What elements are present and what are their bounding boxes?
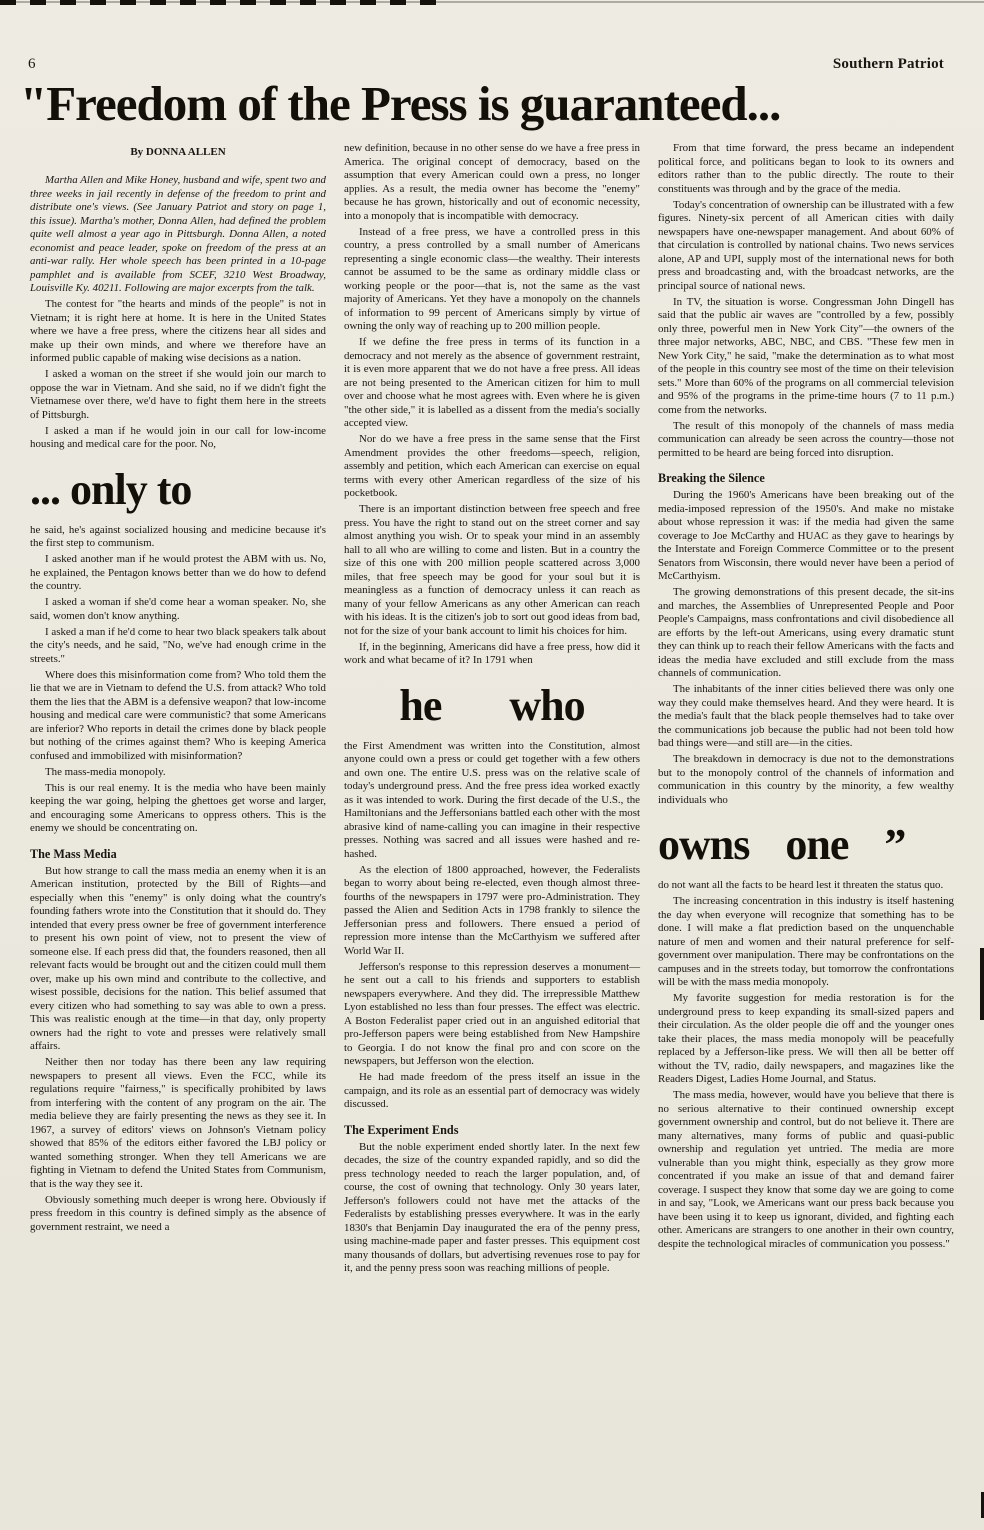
column-1: [30, 142, 326, 1278]
paragraph: As the election of 1800 approached, however, the Federalists began to worry about being re-elected, even though almost three-fourths of the newspapers in 1797 were pro-Administration. They passed the Alien and Sedition Acts in 1798 frankly to silence the Jeffersonian press and followers. There ensued a period of repression more intense than the McCarthyism we suffered after World War II.: [344, 863, 640, 957]
subhead-the-experiment-ends: The Experiment Ends: [344, 1122, 459, 1137]
paragraph: I asked another man if he would protest the ABM with us. No, he explained, the Pentagon knows better than we do how to defend the country.: [30, 553, 326, 592]
paragraph: In TV, the situation is worse. Congressman John Dingell has said that the public air waves are "controlled by a few, possibly only three, powerful men in New York City"—the owners of the three major networks, ABC, NBC, and CBS. "These few men in New York City," he said, "make the determination as to what most of the people in this country see most of the time on their television sets." More than 60% of the programs on all commercial television and 95% of the programs in the prime-time hours (7 to 11 p.m.) come from the networks.: [658, 295, 954, 416]
paragraph: do not want all the facts to be heard lest it threaten the status quo.: [658, 879, 944, 891]
editor-intro-note: Martha Allen and Mike Honey, husband and wife, spent two and three weeks in jail recently in defense of the freedom to print and distribute one's views. (See January Patriot and story on page 1, this issue). Martha's mother, Donna Allen, had defined the problem quite well almost a year ago in Pittsburgh. Donna Allen, a noted economist and peace leader, spoke on freedom of the press at an anti-war rally. Her whole speech has been printed in a 10-page pamphlet and is available from SCEF, 3210 West Broadway, Louisville Ky. 40211. Following are major excerpts from the talk.: [30, 174, 326, 294]
paragraph: I asked a man if he'd come to hear two black speakers talk about the city's needs, and he said, "No, we've had enough crime in the streets.": [30, 625, 326, 665]
paragraph: This is our real enemy. It is the media who have been mainly keeping the war going, helping the ghettoes get worse and larger, and encouraging some Americans to oppress others. This is the enemy we should be concentrating on.: [30, 781, 326, 834]
pull-quote-only-to: ... only to: [30, 464, 192, 514]
paragraph: Where does this misinformation come from? Who told them the lie that we are in Vietnam to defend the U.S. from attack? Who told them the lies that the ABM is a defensive weapon? that low-income housing and medical care were communistic? that some Americans are inferior? Who reports in detail the crimes done by black people but nothing of the crimes against them? Who is keeping America confused and immobilized with misinformation?: [30, 668, 326, 762]
paragraph: He had made freedom of the press itself an issue in the campaign, and its role as an essential part of democracy was widely discussed.: [344, 1071, 640, 1110]
paragraph: The growing demonstrations of this present decade, the sit-ins and marches, the Assemblies of Unrepresented People and Poor People's Campaigns, mass confrontations and civil disobedience all are efforts by the left-out Americans, using every dramatic stunt they can think up to reach their fellow Americans with the facts and ideas the media have excluded and still exclude from the mass channels of communication.: [658, 586, 954, 679]
paragraph: Obviously something much deeper is wrong here. Obviously if press freedom in this country is defined simply as the absence of government restraint, we need a: [30, 1193, 326, 1233]
paragraph: My favorite suggestion for media restoration is for the underground press to keep expanding its small-sized papers and their circulation. As the older people die off and the younger ones take their places, the mass media monopoly will be peacefully replaced by a Jefferson-like press. We will then all be better off without the TV, radio, daily newspapers, and magazines like the Readers Digest, Ladies Home Journal, and Status.: [658, 992, 954, 1085]
paragraph: I asked a man if he would join in our call for low-income housing and medical care for the poor. No,: [30, 424, 326, 450]
masthead: Southern Patriot: [832, 56, 944, 72]
paragraph: If we define the free press in terms of its function in a democracy and not merely as the absence of government restraint, it is even more apparent that we do not have a free press. All ideas are not being presented to the American citizen for him to mull over and choose what he most agrees with. Even where he is given "the other side," it is labelled as a dissent from the media's socially accepted view.: [344, 336, 640, 429]
headline: "Freedom of the Press is guaranteed...: [20, 76, 781, 131]
paragraph: But how strange to call the mass media an enemy when it is an American institution, protected by the Bill of Rights—and especially when this "enemy" is only doing what the country's founding fathers wrote into the Constitution that it should do. They intended that every press owner be free of government interference to present his own point of view, not to present the view of someone else. If each press did that, the founders reasoned, then all relevant facts would be brought out and the citizen could mull them over, make up his own mind and contribute to the collective, and wisest possible, decisions for the nation. This belief assumed that every citizen who had something to say was able to own a press. This was realistic enough at the time—in that day, only property owners had the right to vote and presses were relatively small affairs.: [30, 864, 326, 1052]
subhead-breaking-the-silence: Breaking the Silence: [658, 471, 765, 485]
paragraph: The mass media, however, would have you believe that there is no serious alternative to their continued ownership except government ownership and control, but do not believe it. There are many alternatives, many forms of public and quasi-public ownership and regulation yet untried. The media are more vulnerable than you might think, especially as they grow more concentrated if you make an issue of that and demand fairer coverage. I suspect they know that some day we are going to come in and say, "Look, we Americans want our press back because you have been using it to keep us ignorant, divided, and fighting each other. Americans are strangers to one another in their own country, despite the technological miracles of communication you possess.": [658, 1089, 954, 1250]
pull-quote-he-who: he who: [399, 680, 585, 730]
paragraph: the First Amendment was written into the Constitution, almost anyone could own a press or could get together with a few others and own one. The entire U.S. press was on the relative scale of today's underground press. And the free press idea worked exactly as it was intended to work. During the first decade of the U.S., the Hamiltonians and the Jeffersonians battled each other with the most abrasive kind of name-calling you can imagine in their respective presses. Nothing was sacred and all issues were hashed and re-hashed.: [344, 739, 640, 860]
paragraph: The inhabitants of the inner cities believed there was only one way they could make themselves heard. And they were heard. It is the media's fault that the black people themselves had to take over the communications job because the public had not been told how bad things were—and still are—in the cities.: [658, 683, 954, 749]
article-columns: [0, 142, 984, 1278]
paragraph: The increasing concentration in this industry is itself hastening the day when everyone will recognize that something has to be done. I will make a flat prediction based on the unquenchable nature of men and women and their natural preference for self-government over manipulation. There may be confrontations on the campuses and in the streets today, but tomorrow the confrontations will be with the mass media monopoly.: [658, 895, 954, 988]
paragraph: During the 1960's Americans have been breaking out of the media-imposed repression of the 1950's. And make no mistake about whose repression it was: if the media had given the same coverage to Joe McCarthy and HUAC as they gave to hearings by the Interstate and Foreign Commerce Committee or to the present Senators from Wisconsin, there would never have been a period of McCarthyism.: [658, 489, 954, 582]
paragraph: If, in the beginning, Americans did have a free press, how did it work and what became of it? In 1791 when: [344, 640, 640, 666]
paragraph: But the noble experiment ended shortly later. In the next few decades, the size of the country expanded rapidly, and so did the press technology needed to reach the larger population, and, of course, the cost of owning that technology. Only 30 years later, Jefferson's followers could not have met the attacks of the Federalists by establishing presses everywhere. It was in the early 1830's that Benjamin Day inaugurated the era of the penny press, using machine-made paper and faster presses. This equipment cost many thousands of dollars, but advertising revenues rose to pay for it, and the penny press soon was reaching millions of people.: [344, 1140, 640, 1274]
paragraph: From that time forward, the press became an independent political force, and politicans began to look to its owners and editors rather than to the public directly. The route to their constituents was through and by the grace of the media.: [658, 142, 954, 195]
paragraph: The breakdown in democracy is due not to the demonstrations but to the monopoly control of the channels of information and communication in this country by the minority, a few wealthy individuals who: [658, 753, 954, 806]
paragraph: Instead of a free press, we have a controlled press in this country, a press controlled by a small number of Americans representing a single economic class—the wealthy. Their interests cannot be assumed to be the same as ordinary middle class or working people or the poor—that is, not the same as the vast majority of Americans. Yet they have a monopoly on the channels of information to 99 percent of Americans simply by virtue of owning the only way of reaching up to 200 million people.: [344, 225, 640, 332]
paragraph: I asked a woman on the street if she would join our march to oppose the war in Vietnam. And she said, no if we didn't fight the Vietnamese over there, we'd have to fight them here in the streets of Pittsburgh.: [30, 368, 326, 421]
scan-edge-mark: [980, 948, 984, 1020]
paragraph: The result of this monopoly of the channels of mass media communication can already be seen across the country—those not permitted to be heard are being forced into disruption.: [658, 419, 954, 459]
paragraph: I asked a woman if she'd come hear a woman speaker. No, she said, women don't know anything.: [30, 596, 326, 622]
subhead-the-mass-media: The Mass Media: [30, 846, 117, 861]
paragraph: Jefferson's response to this repression deserves a monument—he sent out a call to his friends and supporters to establish newspapers everywhere. And they did. The irrepressible Matthew Lyon established no less than four presses. The effect was electric. A Boston Federalist paper cried out in an anguished editorial that pro-Jefferson papers were being established from New Hampshire to Georgia. I do not know the final pro and con score on the newspapers, but Jefferson won the election.: [344, 960, 640, 1067]
pull-quote-owns-one: owns one ”: [658, 820, 906, 869]
scan-edge-dashes: [0, 0, 440, 5]
paragraph: Neither then nor today has there been any law requiring newspapers to present all views. Even the FCC, while its regulations require "fairness," is specifically prohibited by laws from interfering with the content of any program on the air. The media believe they are fairly presenting the news as they see it. In 1967, a survey of editors' views on Johnson's Vietnam policy showed that 85% of the editors either favored the LBJ policy or wanted something stronger. When they tell Americans we are fighting in Vietnam to defend the United States from Communism, that is the way they see it.: [30, 1056, 326, 1190]
paragraph: There is an important distinction between free speech and free press. You have the right to stand out on the street corner and say almost anything you wish. Or to speak your mind in an assembly hall to all who are willing to come and listen. But in a country the size of this one with 200 million people scattered across 3,000 miles, that free speech may be good for your soul but it is meaningless as a function of democracy unless it can reach as many of your fellow Americans as any other American can reach with his ideas. It is the citizen's job to sort out good ideas from bad, not for the size of your bank account to limit his choices for him.: [344, 503, 640, 637]
paragraph: The mass-media monopoly.: [45, 765, 166, 778]
paragraph: The contest for "the hearts and minds of the people" is not in Vietnam; it is right here at home. It is here in the United States where we have a free press, where the citizens hear all sides and make up their own minds, and where we therefore have an informed public capable of making wise decisions as a nation.: [30, 298, 326, 364]
paragraph: Today's concentration of ownership can be illustrated with a few figures. Ninety-six percent of all American cities with daily newspapers have one-newspaper management. And about 60% of that circulation is controlled by national chains. Two news services alone, AP and UPI, supply most of the international news for both press and broadcasting and, with the broadcast networks, are the principal source of national news.: [658, 198, 954, 292]
column-3: [658, 142, 954, 1278]
column-2: [344, 142, 640, 1278]
page-number: 6: [28, 56, 36, 72]
paragraph: he said, he's against socialized housing and medicine because it's the first step to communism.: [30, 523, 326, 549]
paragraph: Nor do we have a free press in the same sense that the First Amendment provides the other freedoms—speech, religion, assembly and petition, which each American can exercise on equal terms with every other American regardless of the size of his pocketbook.: [344, 433, 640, 499]
paragraph: new definition, because in no other sense do we have a free press in America. The original concept of democracy, based on the assumption that every American could own a press, no longer applies. As a result, the media owner has become the "enemy" because he has grown, historically and out of economic necessity, into a monopoly that is incompatible with democracy.: [344, 142, 640, 222]
byline: By DONNA ALLEN: [130, 146, 226, 158]
page-header: [0, 0, 984, 73]
